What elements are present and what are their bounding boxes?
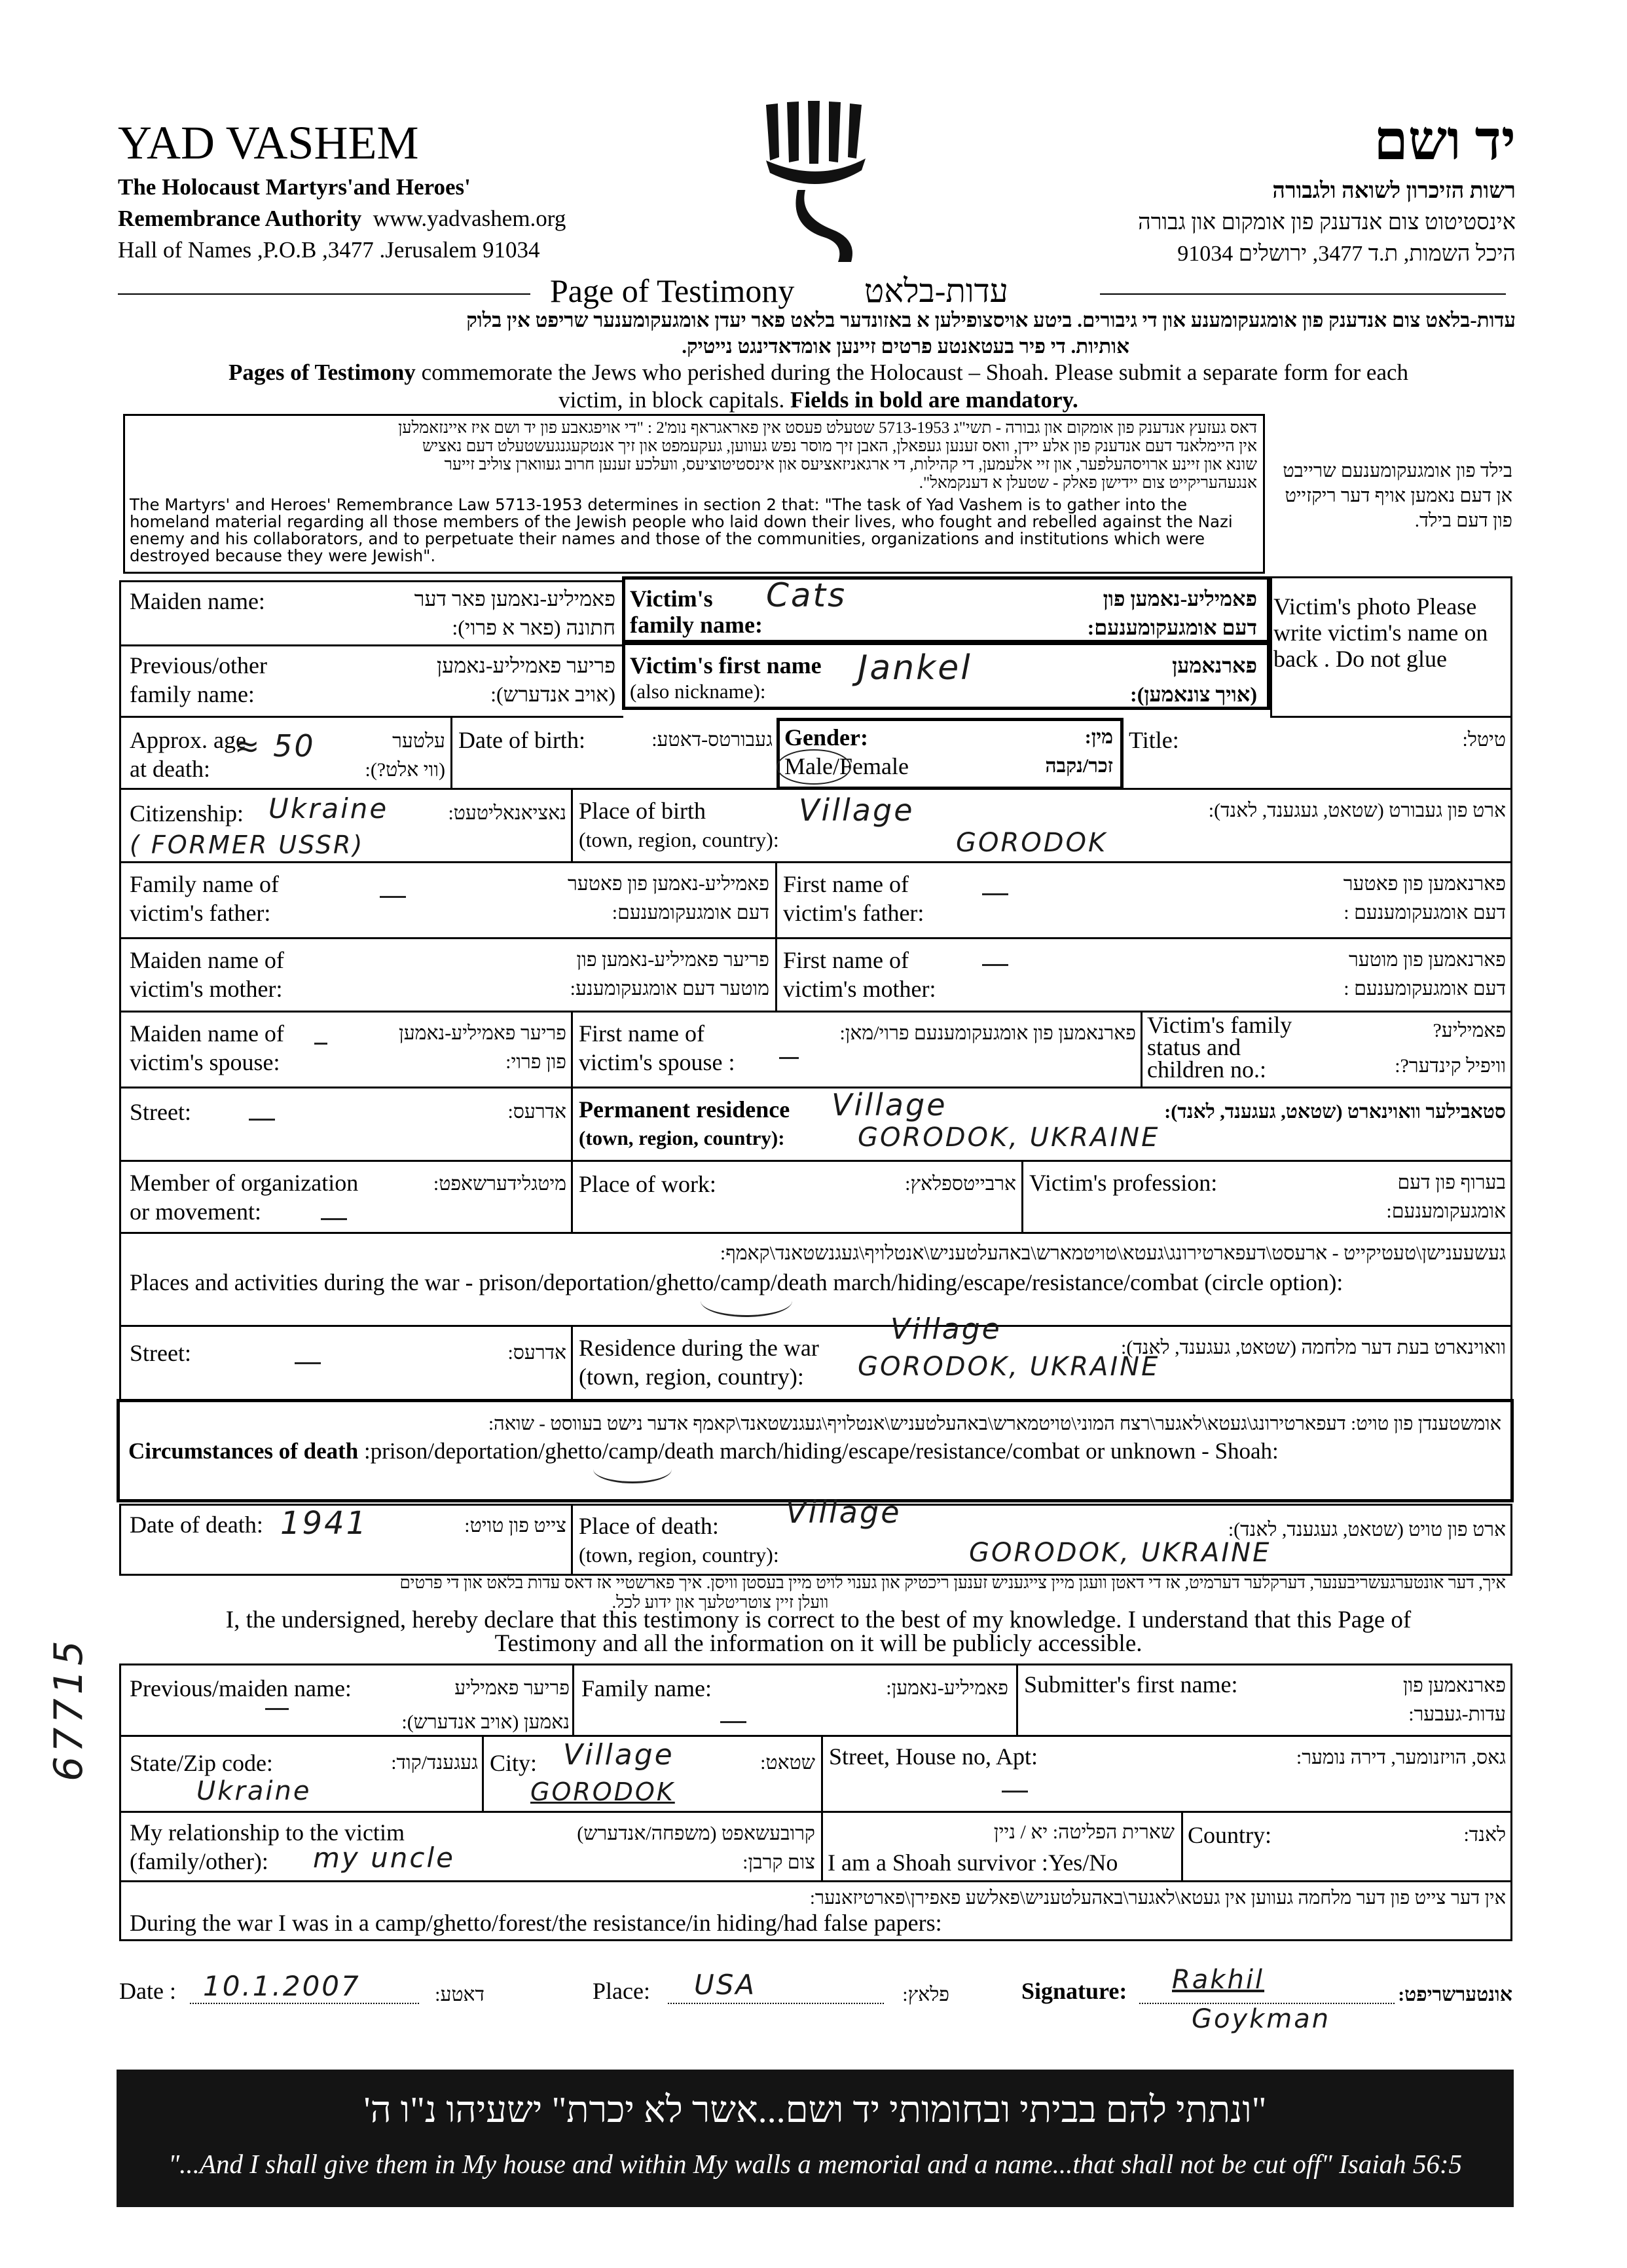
organization-label: Member of organization or movement: — [130, 1170, 359, 1225]
relationship-label-he: קרובעשאפט (משפחה/אנדערש) צום קרבן: — [577, 1823, 815, 1873]
date-underline — [190, 2003, 419, 2004]
org-address-he: היכל השמות, ת.ד 3477, ירושלים 91034 — [1177, 242, 1516, 266]
war-residence-label: Residence during the war (town, region, country): — [579, 1335, 819, 1390]
photo-note-he: בילד פון אומגעקומענעם שרייבט אן דעם נאמען אויף דער ריקזייט פון דעם בילד. — [1283, 460, 1512, 531]
death-place-label: Place of death: (town, region, country): — [579, 1513, 779, 1567]
war-residence-label-he: וואוינארט בעת דער מלחמה (שטאט, געגענד, לאנד): — [1121, 1337, 1506, 1358]
spouse-maiden-label: Maiden name of victim's spouse: — [130, 1020, 284, 1075]
war-street-label: Street: — [130, 1340, 191, 1366]
death-place-label-he: ארט פון טויט (שטאט, געגענד, לאנד): — [1228, 1519, 1506, 1540]
permanent-residence-label: Permanent residence (town, region, country): — [579, 1096, 790, 1149]
citizenship-value-2[interactable]: ( FORMER USSR) — [130, 830, 365, 859]
first-name-label-he: פארנאמען (אויך צונאמען): — [1130, 654, 1257, 706]
dob-label-he: געבורטס-דאטע: — [651, 729, 773, 751]
father-first-label-he: פארנאמען פון פאטער דעם אומגעקומענעם : — [1343, 873, 1506, 923]
permanent-residence-label-he: סטאבילער וואוינארט (שטאט, געגענד, לאנד): — [1164, 1101, 1506, 1123]
intro-yiddish-2: אותיות. די פיר בעטאנטע פרטים זיינען אומדאדינגט נייטיק. — [682, 335, 1129, 358]
pob-value-2[interactable]: GORODOK — [956, 828, 1108, 858]
org-name-en: YAD VASHEM — [118, 117, 419, 169]
org-address: Hall of Names ,P.O.B ,3477 .Jerusalem 91034 — [118, 237, 540, 263]
war-street-dash — [295, 1362, 321, 1364]
war-places-label: Places and activities during the war - prison/deportation/ghetto/camp/death march/hiding/escape/resistance/combat (circle option): — [130, 1269, 1344, 1295]
submitter-prev-name-label-he: פריער פאמיליע נאמען (אויב אנדערש): — [401, 1677, 570, 1733]
submitter-family-label-he: פאמיליע-נאמען: — [886, 1677, 1008, 1699]
family-status-label: Victim's family status and children no.: — [1147, 1012, 1292, 1083]
title-label-he: טיטל: — [1462, 729, 1506, 751]
signature-label-he: אונטערשריפט: — [1398, 1984, 1512, 2005]
submitter-city-value-2[interactable]: GORODOK — [530, 1777, 675, 1806]
pob-label-he: ארט פון געבורט (שטאט, געגענד, לאנד): — [1208, 800, 1506, 821]
death-place-value-1[interactable]: Village — [786, 1495, 902, 1530]
footer-english: "...And I shall give them in My house and within My walls a memorial and a name...that shall not be cut off" Isaiah 56:5 — [168, 2149, 1463, 2179]
war-residence-value-1[interactable]: Village — [890, 1312, 1002, 1346]
submitter-first-name-label: Submitter's first name: — [1024, 1671, 1238, 1698]
mother-first-label: First name of victim's mother: — [783, 947, 936, 1002]
photo-note-en: Victim's photo Please write victim's name on back . Do not glue — [1273, 593, 1488, 672]
signature-value-1[interactable]: Rakhil — [1172, 1965, 1265, 1995]
signature-value-2[interactable]: Goykman — [1192, 2004, 1331, 2034]
death-date-label: Date of death: — [130, 1512, 263, 1538]
org-subtitle-1: The Holocaust Martyrs'and Heroes' — [118, 174, 471, 200]
law-english: The Martyrs' and Heroes' Remembrance Law 5713-1953 determines in section 2 that: "The task of Yad Vashem is to gather into the homeland material regarding all those members of the Jewish people who laid down their lives, who fought and rebelled against the Nazi enemy and his collaborators, and to perpetuate their names and those of the communities, organizations and institutions which were destroyed because they were Jewish". — [130, 495, 1233, 565]
mother-first-dash — [982, 964, 1008, 966]
prev-family-name-label-he: פריער פאמיליע-נאמען (אויב אנדערש): — [437, 654, 615, 706]
gender-circle-male — [777, 749, 851, 785]
date-label: Date : — [119, 1978, 176, 2004]
yad-vashem-logo — [753, 98, 884, 269]
father-family-label: Family name of victim's father: — [130, 871, 279, 926]
declaration-he: איך, דער אונטערגעשריבענער, דערקלער דערמיט, אז די דאטן וועגן מיין צייגעניש זענען ריכטיק און גענוי לויט מיין בעסטן וויסן. איך פארשטיי אז דאס עדות בלאט און די פרטים וועלן זיין צוטריטלעך און ידוע לכל. — [399, 1573, 1506, 1612]
website-link[interactable]: www.yadvashem.org — [373, 206, 566, 231]
spouse-first-dash — [779, 1057, 799, 1059]
date-value[interactable]: 10.1.2007 — [203, 1970, 361, 2002]
spouse-first-label: First name of victim's spouse : — [579, 1020, 735, 1075]
citizenship-label-he: נאציאנאליטעט: — [448, 802, 566, 824]
prev-family-name-label: Previous/other family name: — [130, 652, 267, 707]
title-label: Title: — [1129, 727, 1179, 753]
submitter-city-label: City: — [490, 1750, 538, 1776]
work-label-he: ארבייטספלאץ: — [905, 1173, 1016, 1195]
footer-hebrew: "ונתתי להם בביתי ובחומותי יד ושם...אשר לא יכרת" ישעיהו נ"ו ה' — [363, 2090, 1267, 2130]
intro-english: Pages of Testimony commemorate the Jews who perished during the Holocaust – Shoah. Please submit a separate form for each victim, in block capitals. Fields in bold are mandatory. — [228, 360, 1409, 413]
place-label: Place: — [593, 1978, 650, 2004]
submitter-street-dash — [1002, 1791, 1028, 1793]
profession-label: Victim's profession: — [1029, 1170, 1218, 1196]
war-places-label-he: געשעענישן\טעטיקייט - ארעסט\דעפארטירונג\געטא\טויטמארש\באהעלטעניש\אנטלויף\געגנשטאנד\קאמף: — [720, 1242, 1506, 1264]
death-circumstances-label-he: אומשטענדן פון טויט: דעפארטירונג\געטא\לאגער\רצח המוני\טויטמארש\באהעלטעניש\אנטלויף\געגנשטאנד\קאמף אדער נישט בעווסט - שואה: — [488, 1413, 1501, 1434]
submitter-city-label-he: שטאט: — [760, 1752, 815, 1774]
org-subtitle-he-1: רשות הזיכרון לשואה ולגבורה — [1272, 179, 1516, 203]
submitter-state-value[interactable]: Ukraine — [196, 1776, 312, 1806]
organization-label-he: מיטגלידערשאפט: — [433, 1173, 566, 1195]
country-label-he: לאנד: — [1463, 1824, 1506, 1846]
submitter-prev-name-dash — [265, 1708, 289, 1710]
gender-label-he: מין: זכר/נקבה — [1045, 726, 1113, 777]
work-label: Place of work: — [579, 1171, 716, 1197]
country-label: Country: — [1188, 1822, 1272, 1848]
title-rule-left — [118, 293, 530, 295]
title-rule-right — [1100, 293, 1506, 295]
citizenship-value-1[interactable]: Ukraine — [268, 792, 389, 825]
death-circumstances-label: Circumstances of death :prison/deportation/ghetto/camp/death march/hiding/escape/resistance/combat or unknown - Shoah: — [128, 1438, 1279, 1464]
permanent-residence-value-1[interactable]: Village — [832, 1087, 947, 1123]
father-family-label-he: פאמיליע-נאמען פון פאטער דעם אומגעקומענעם: — [568, 873, 769, 923]
father-first-label: First name of victim's father: — [783, 871, 924, 926]
form-title-he: עדות-בלאט — [864, 272, 1008, 309]
father-first-dash — [982, 893, 1008, 895]
war-residence-value-2[interactable]: GORODOK, UKRAINE — [858, 1352, 1160, 1382]
signature-label: Signature: — [1021, 1978, 1127, 2004]
org-subtitle-2: Remembrance Authority www.yadvashem.org — [118, 206, 566, 231]
mother-first-label-he: פארנאמען פון מוטער דעם אומגעקומענעם : — [1344, 949, 1506, 999]
margin-number: 67715 — [46, 1637, 92, 1781]
place-underline — [668, 2003, 884, 2004]
permanent-residence-value-2[interactable]: GORODOK, UKRAINE — [858, 1123, 1160, 1153]
street-dash — [249, 1119, 275, 1121]
gender-options[interactable]: Male/Female — [784, 753, 909, 779]
date-label-he: דאטע: — [435, 1984, 484, 2005]
mother-maiden-label-he: פריער פאמיליע-נאמען פון מוטער דעם אומגעקומענע: — [570, 949, 769, 999]
survivor-label[interactable]: I am a Shoah survivor :Yes/No — [828, 1850, 1118, 1876]
death-place-value-2[interactable]: GORODOK, UKRAINE — [969, 1538, 1271, 1568]
war-street-label-he: אדרעס: — [507, 1342, 566, 1364]
wartime-label: During the war I was in a camp/ghetto/forest/the resistance/in hiding/had false papers: — [130, 1910, 942, 1936]
submitter-family-dash — [720, 1721, 746, 1723]
age-label-he: עלטער (ווי אלט?): — [365, 730, 445, 781]
family-name-value[interactable]: Cats — [766, 576, 847, 614]
submitter-state-label-he: געגענד/קוד: — [391, 1752, 478, 1774]
submitter-first-name-label-he: פארנאמען פון עדות-געבער: — [1402, 1675, 1506, 1725]
dob-label: Date of birth: — [458, 727, 585, 753]
intro-yiddish-1: עדות-בלאט צום אנדענק פון אומגעקומענע און די גיבורים. ביטע אויסצופילען א באזונדער בלאט פאר יעדן אומגעקומענער שריפט אין בלוק — [466, 308, 1516, 331]
maiden-name-label: Maiden name: — [130, 588, 265, 614]
submitter-city-value-1[interactable]: Village — [563, 1738, 674, 1772]
organization-dash — [321, 1218, 347, 1220]
street-label: Street: — [130, 1099, 191, 1125]
pob-value-1[interactable]: Village — [799, 792, 915, 828]
death-date-label-he: צייט פון טויט: — [464, 1515, 566, 1536]
submitter-street-label: Street, House no, Apt: — [829, 1743, 1038, 1770]
survivor-label-he: שארית הפליטה: יא / ניין — [993, 1821, 1175, 1843]
gender-label: Gender: — [784, 724, 868, 751]
death-date-value[interactable]: 1941 — [280, 1505, 369, 1542]
first-name-label: Victim's first name (also nickname): — [630, 652, 822, 703]
first-name-value[interactable]: Jankel — [858, 648, 972, 688]
submitter-family-label: Family name: — [581, 1675, 712, 1701]
pob-label: Place of birth (town, region, country): — [579, 798, 779, 851]
photo-box[interactable] — [1270, 576, 1512, 718]
spouse-maiden-dash — [314, 1043, 327, 1045]
relationship-label: My relationship to the victim (family/other): — [130, 1819, 405, 1874]
relationship-value[interactable]: my uncle — [313, 1842, 455, 1874]
law-yiddish: דאס געזעץ אנדענק פון אומקום און גבורה - תשי"ג 5713-1953 שטעלט פעסט אין פאראגראף נומ'2 : "די אויפגאבע פון יד ושם איז איינזאמלען אין היימלאנד דעם אנדענק פון אלע יידן, וואס זענען געפאלן, האבן זיך מוסר נפש געווען, געקעמפט און זיך אנטקעגנגעשטעלט דעם נאציש שונא און זיינע ארויסהעלפער, און זיי אלעמען, די קהילות, די ארגאניזאציעס און אינסטיטוציעס, וועלכע זענען חרוב געווארן צוליב זייער אנגעהעריקייט צום יידישן פאלק - שטעלן א דענקמאל". — [398, 419, 1257, 492]
father-family-dash — [380, 896, 406, 898]
submitter-state-label: State/Zip code: — [130, 1750, 273, 1776]
place-value[interactable]: USA — [694, 1969, 757, 2001]
ghetto-circle-mark — [701, 1285, 792, 1317]
family-name-label-he: פאמיליע-נאמען פון דעם אומגעקומענעם: — [1087, 587, 1257, 639]
family-status-label-he: פאמיליע? וויפיל קינדער?: — [1395, 1020, 1506, 1077]
citizenship-label: Citizenship: — [130, 800, 244, 827]
age-label: Approx. age at death: — [130, 727, 246, 782]
submitter-prev-name-label: Previous/maiden name: — [130, 1675, 352, 1701]
spouse-maiden-label-he: פריער פאמיליע-נאמען פון פרוי: — [399, 1022, 566, 1073]
mother-maiden-label: Maiden name of victim's mother: — [130, 947, 284, 1002]
form-title-en: Page of Testimony — [550, 272, 795, 309]
org-subtitle-he-2: אינסטיטוט צום אנדענק פון אומקום און גבורה — [1138, 210, 1516, 234]
submitter-street-label-he: גאס, הויזנומער, דירה נומער: — [1296, 1747, 1506, 1768]
wartime-label-he: אין דער צייט פון דער מלחמה געווען אין געטא\לאגער\באהעלטעניש\פאלשע פאפירן\פארטיזאנער: — [809, 1887, 1506, 1908]
footer-band — [117, 2070, 1514, 2207]
declaration-en: I, the undersigned, hereby declare that this testimony is correct to the best of my knowledge. I understand that this Page of Testimony and all the information on it will be publicly accessible. — [225, 1607, 1412, 1657]
family-name-label: Victim's family name: — [630, 586, 763, 638]
death-ghetto-mark — [593, 1455, 672, 1483]
org-name-he: יד ושם — [1374, 111, 1516, 172]
spouse-first-label-he: פארנאמען פון אומגעקומענעם פרוי/מאן: — [839, 1022, 1136, 1044]
age-value[interactable]: ≈ 50 — [234, 728, 316, 764]
place-label-he: פלאץ: — [902, 1984, 949, 2005]
maiden-name-label-he: פאמיליע-נאמען פאר דער חתונה (פאר א פרוי): — [414, 587, 615, 639]
profession-label-he: בערוף פון דעם אומגעקומענעם: — [1386, 1172, 1506, 1222]
street-label-he: אדרעס: — [507, 1101, 566, 1123]
